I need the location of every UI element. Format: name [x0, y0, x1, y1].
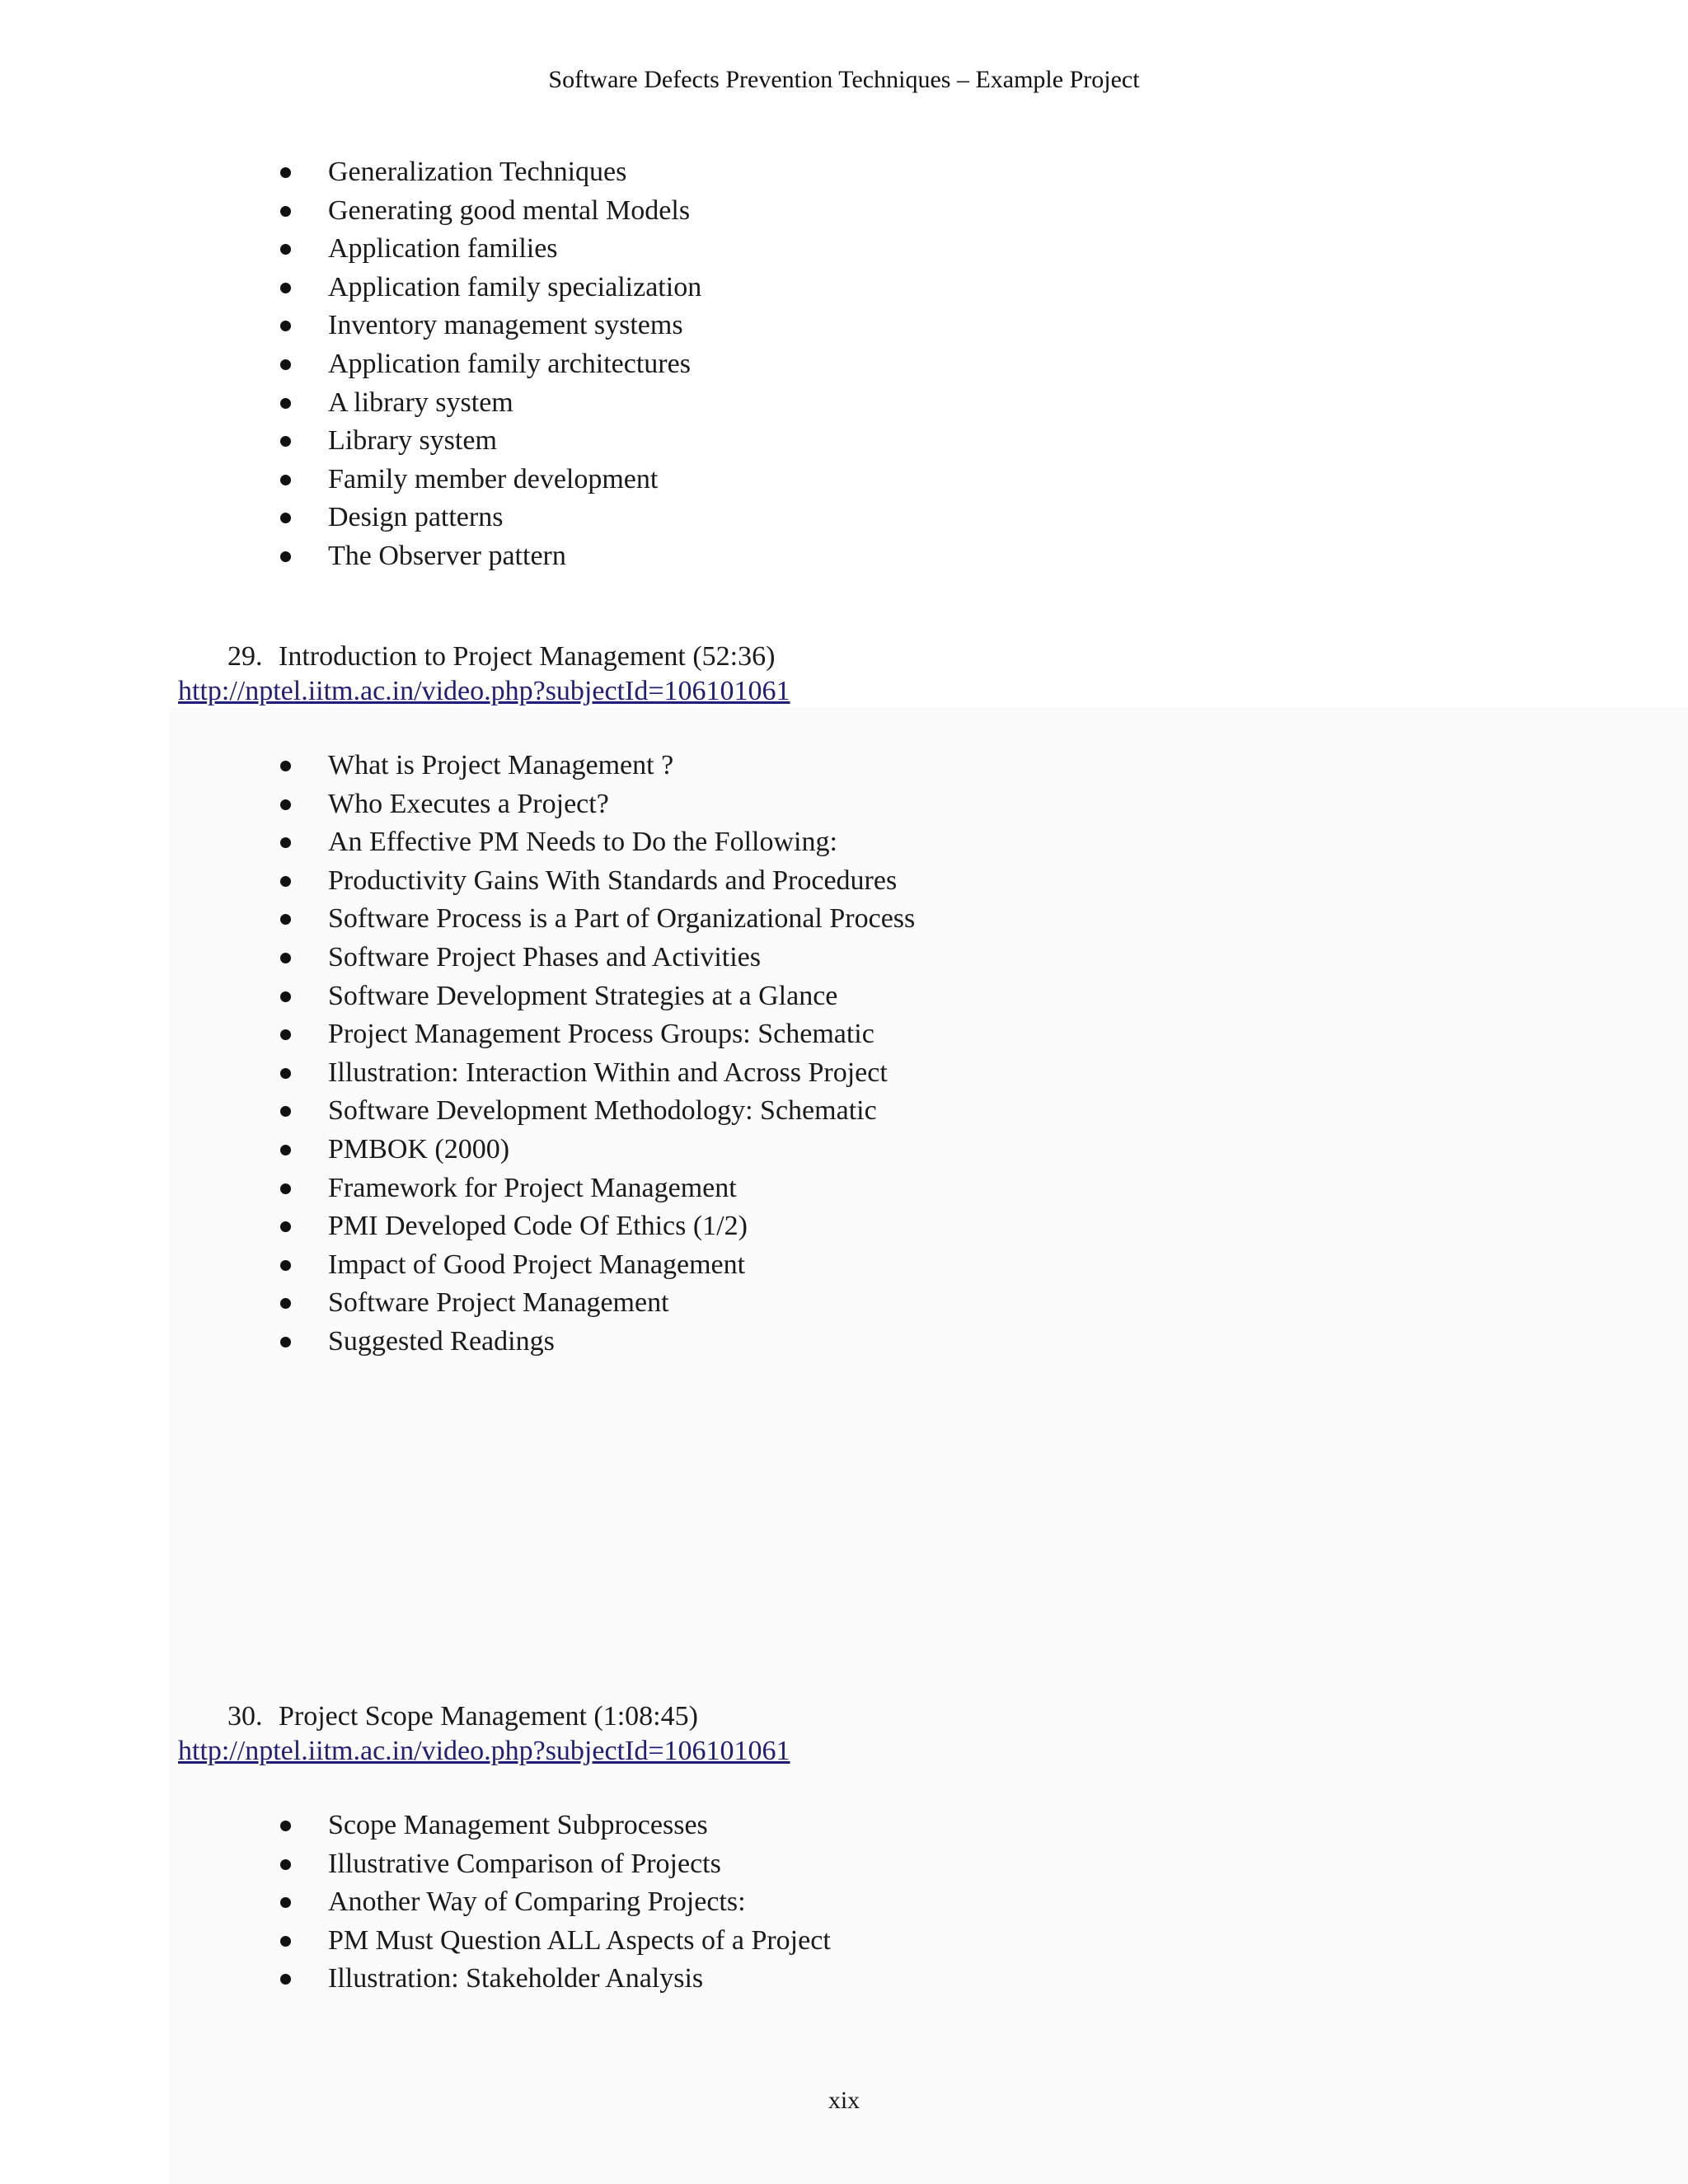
list-item: Family member development	[280, 461, 701, 499]
section-number: 29.	[227, 641, 263, 672]
list-item: Generating good mental Models	[280, 192, 701, 231]
list-item: PMBOK (2000)	[280, 1131, 915, 1169]
list-item: An Effective PM Needs to Do the Following:	[280, 823, 915, 862]
list-item: Impact of Good Project Management	[280, 1246, 915, 1285]
list-item: Library system	[280, 422, 701, 461]
list-item: The Observer pattern	[280, 537, 701, 576]
list-item: Suggested Readings	[280, 1323, 915, 1361]
list-item: Application families	[280, 230, 701, 269]
list-item: Who Executes a Project?	[280, 785, 915, 824]
list-item: Software Development Methodology: Schematic	[280, 1092, 915, 1131]
section-29-video-link[interactable]: http://nptel.iitm.ac.in/video.php?subjectId=106101061	[178, 676, 790, 706]
section-29-heading	[227, 641, 775, 673]
list-item: Application family specialization	[280, 269, 701, 307]
list-item: Software Process is a Part of Organizational Process	[280, 900, 915, 939]
section-30-heading	[227, 1701, 698, 1732]
page-number: xix	[828, 2087, 860, 2114]
list-item: Illustration: Interaction Within and Across Project	[280, 1054, 915, 1093]
running-header: Software Defects Prevention Techniques – Example Project	[548, 66, 1140, 93]
section-number: 30.	[227, 1701, 263, 1732]
list-item: Illustration: Stakeholder Analysis	[280, 1960, 831, 1999]
list-item: Inventory management systems	[280, 307, 701, 345]
topic-list-section-30	[280, 1807, 831, 1999]
section-30-video-link[interactable]: http://nptel.iitm.ac.in/video.php?subjectId=106101061	[178, 1736, 790, 1766]
topic-list-section-29	[280, 747, 915, 1361]
list-item: PM Must Question ALL Aspects of a Project	[280, 1922, 831, 1961]
list-item: Another Way of Comparing Projects:	[280, 1883, 831, 1922]
list-item: Productivity Gains With Standards and Procedures	[280, 862, 915, 901]
list-item: Design patterns	[280, 499, 701, 537]
list-item: Software Project Management	[280, 1284, 915, 1323]
list-item: Scope Management Subprocesses	[280, 1807, 831, 1845]
topic-list-top	[280, 153, 701, 576]
list-item: Framework for Project Management	[280, 1169, 915, 1208]
list-item: Software Project Phases and Activities	[280, 939, 915, 977]
section-title: Project Scope Management (1:08:45)	[279, 1701, 698, 1732]
list-item: Software Development Strategies at a Glance	[280, 977, 915, 1016]
list-item: Generalization Techniques	[280, 153, 701, 192]
list-item: Project Management Process Groups: Schematic	[280, 1015, 915, 1054]
list-item: Application family architectures	[280, 345, 701, 384]
list-item: A library system	[280, 384, 701, 423]
section-title: Introduction to Project Management (52:36)	[279, 641, 776, 672]
list-item: Illustrative Comparison of Projects	[280, 1845, 831, 1884]
list-item: What is Project Management ?	[280, 747, 915, 785]
list-item: PMI Developed Code Of Ethics (1/2)	[280, 1207, 915, 1246]
